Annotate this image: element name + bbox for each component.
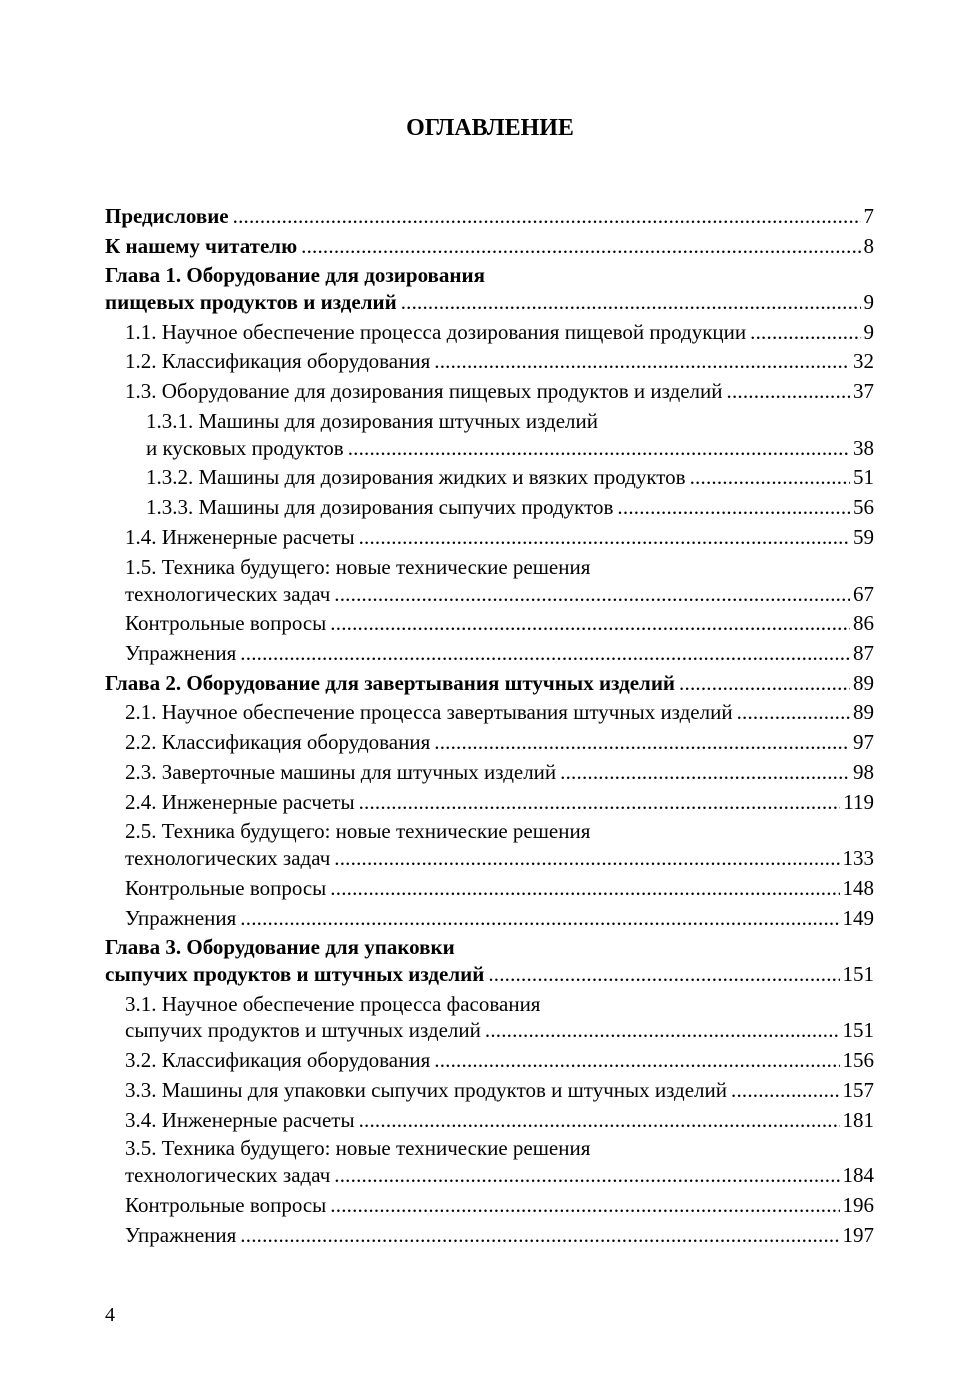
dot-leader [731, 1076, 840, 1104]
toc-entry-title: пищевых продуктов и изделий [105, 290, 397, 314]
toc-entry-title: и кусковых продуктов [146, 436, 344, 460]
dot-leader [330, 609, 850, 637]
toc-chapter-1[interactable] [105, 288, 874, 316]
toc-section-2-3[interactable] [125, 758, 874, 786]
toc-page-number: 149 [842, 906, 874, 930]
toc-entry-title: 2.5. Техника будущего: новые технические решения [125, 819, 591, 843]
dot-leader [334, 1161, 839, 1189]
toc-page-number: 119 [843, 790, 874, 814]
toc-section-1-3-1[interactable] [146, 434, 874, 462]
dot-leader [727, 377, 851, 405]
toc-section-2-5-title-line[interactable] [125, 817, 874, 845]
toc-section-1-3-1-title-line[interactable] [146, 407, 874, 435]
toc-chapter-3-questions[interactable] [125, 1191, 874, 1219]
toc-page-number: 151 [842, 962, 874, 986]
toc-section-3-1-title-line[interactable] [125, 990, 874, 1018]
toc-page-number: 151 [842, 1018, 874, 1042]
toc-chapter-1-questions[interactable] [125, 609, 874, 637]
toc-entry-title: 3.5. Техника будущего: новые технические решения [125, 1136, 591, 1160]
toc-entry-title: 2.1. Научное обеспечение процесса завертывания штучных изделий [125, 700, 733, 724]
toc-entry-title: 1.3.3. Машины для дозирования сыпучих продуктов [146, 495, 614, 519]
toc-entry-title: Упражнения [125, 641, 237, 665]
toc-section-1-3[interactable] [125, 377, 874, 405]
dot-leader [334, 844, 839, 872]
toc-page-number: 56 [853, 495, 874, 519]
toc-entry-title: Контрольные вопросы [125, 1193, 327, 1217]
dot-leader [330, 874, 839, 902]
dot-leader [359, 1106, 840, 1134]
toc-entry-title: Контрольные вопросы [125, 876, 327, 900]
dot-leader [401, 288, 861, 316]
toc-entry-title: сыпучих продуктов и штучных изделий [105, 962, 485, 986]
toc-section-2-4[interactable] [125, 788, 874, 816]
toc-section-1-3-3[interactable] [146, 493, 874, 521]
toc-page-number: 89 [853, 700, 874, 724]
toc-section-3-5-title-line[interactable] [125, 1134, 874, 1162]
toc-entry-title: Контрольные вопросы [125, 611, 327, 635]
toc-page-number: 32 [853, 349, 874, 373]
toc-entry-to-reader[interactable] [105, 232, 874, 260]
toc-entry-title: 1.2. Классификация оборудования [125, 349, 431, 373]
toc-page-number: 97 [853, 730, 874, 754]
toc-page-number: 197 [842, 1223, 874, 1247]
toc-entry-title: 2.3. Заверточные машины для штучных изделий [125, 760, 557, 784]
toc-chapter-3[interactable] [105, 960, 874, 988]
dot-leader [359, 788, 841, 816]
dot-leader [617, 493, 850, 521]
toc-entry-title: технологических задач [125, 582, 331, 606]
toc-page-number: 196 [842, 1193, 874, 1217]
dot-leader [679, 669, 850, 697]
toc-section-1-4[interactable] [125, 523, 874, 551]
toc-entry-title: Предисловие [105, 204, 229, 228]
dot-leader [434, 347, 850, 375]
toc-page-number: 87 [853, 641, 874, 665]
toc-section-3-3[interactable] [125, 1076, 874, 1104]
toc-page-number: 89 [853, 671, 874, 695]
toc-section-2-2[interactable] [125, 728, 874, 756]
toc-entry-title: 2.2. Классификация оборудования [125, 730, 431, 754]
toc-chapter-2[interactable] [105, 669, 874, 697]
toc-entry-title: Глава 1. Оборудование для дозирования [105, 263, 485, 287]
toc-section-1-2[interactable] [125, 347, 874, 375]
toc-entry-title: 2.4. Инженерные расчеты [125, 790, 355, 814]
toc-section-3-5[interactable] [125, 1161, 874, 1189]
dot-leader [233, 202, 861, 230]
toc-chapter-1-exercises[interactable] [125, 639, 874, 667]
dot-leader [737, 698, 850, 726]
toc-page-number: 8 [863, 234, 874, 258]
toc-page-number: 133 [842, 846, 874, 870]
toc-section-1-3-2[interactable] [146, 463, 874, 491]
page-number: 4 [105, 1304, 115, 1326]
toc-entry-title: 1.3.1. Машины для дозирования штучных изделий [146, 409, 598, 433]
dot-leader [750, 318, 860, 346]
toc-chapter-3-title-line[interactable] [105, 933, 874, 961]
toc-section-1-5[interactable] [125, 580, 874, 608]
dot-leader [330, 1191, 839, 1219]
toc-section-2-5[interactable] [125, 844, 874, 872]
toc-page-number: 157 [842, 1078, 874, 1102]
dot-leader [240, 639, 850, 667]
toc-page-number: 181 [842, 1108, 874, 1132]
toc-chapter-3-exercises[interactable] [125, 1221, 874, 1249]
dot-leader [485, 1016, 840, 1044]
toc-page-number: 7 [863, 204, 874, 228]
toc-section-3-2[interactable] [125, 1046, 874, 1074]
dot-leader [434, 1046, 839, 1074]
toc-page-number: 37 [853, 379, 874, 403]
toc-section-2-1[interactable] [125, 698, 874, 726]
dot-leader [690, 463, 850, 491]
toc-chapter-2-questions[interactable] [125, 874, 874, 902]
toc-entry-title: Упражнения [125, 906, 237, 930]
toc-entry-title: 3.2. Классификация оборудования [125, 1048, 431, 1072]
dot-leader [348, 434, 850, 462]
toc-section-3-1[interactable] [125, 1016, 874, 1044]
toc-page-number: 9 [863, 290, 874, 314]
toc-entry-title: Глава 2. Оборудование для завертывания штучных изделий [105, 671, 676, 695]
toc-entry-title: 1.3. Оборудование для дозирования пищевых продуктов и изделий [125, 379, 723, 403]
toc-section-1-5-title-line[interactable] [125, 553, 874, 581]
toc-entry-title: 1.5. Техника будущего: новые технические решения [125, 555, 591, 579]
toc-page-number: 9 [863, 320, 874, 344]
dot-leader [240, 904, 839, 932]
page-title: ОГЛАВЛЕНИЕ [406, 115, 574, 141]
toc-page-number: 67 [853, 582, 874, 606]
dot-leader [434, 728, 850, 756]
toc-entry-title: К нашему читателю [105, 234, 298, 258]
toc-page-number: 184 [842, 1163, 874, 1187]
dot-leader [240, 1221, 839, 1249]
toc-entry-title: 1.1. Научное обеспечение процесса дозирования пищевой продукции [125, 320, 747, 344]
toc-page-number: 86 [853, 611, 874, 635]
toc-entry-title: технологических задач [125, 846, 331, 870]
dot-leader [560, 758, 850, 786]
toc-chapter-2-exercises[interactable] [125, 904, 874, 932]
toc-page-number: 148 [842, 876, 874, 900]
toc-section-1-1[interactable] [125, 318, 874, 346]
toc-page-number: 98 [853, 760, 874, 784]
dot-leader [301, 232, 860, 260]
toc-page-number: 156 [842, 1048, 874, 1072]
toc-page-number: 38 [853, 436, 874, 460]
toc-entry-title: 3.1. Научное обеспечение процесса фасования [125, 992, 541, 1016]
dot-leader [334, 580, 850, 608]
toc-entry-title: сыпучих продуктов и штучных изделий [125, 1018, 481, 1042]
toc-entry-title: 1.4. Инженерные расчеты [125, 525, 355, 549]
toc-entry-title: Глава 3. Оборудование для упаковки [105, 935, 455, 959]
dot-leader [359, 523, 850, 551]
toc-entry-title: технологических задач [125, 1163, 331, 1187]
toc-entry-title: 3.3. Машины для упаковки сыпучих продуктов и штучных изделий [125, 1078, 727, 1102]
toc-page-number: 59 [853, 525, 874, 549]
toc-entry-title: 1.3.2. Машины для дозирования жидких и вязких продуктов [146, 465, 686, 489]
toc-page-number: 51 [853, 465, 874, 489]
toc-section-3-4[interactable] [125, 1106, 874, 1134]
toc-entry-title: 3.4. Инженерные расчеты [125, 1108, 355, 1132]
dot-leader [488, 960, 839, 988]
toc-chapter-1-title-line[interactable] [105, 261, 874, 289]
toc-entry-preface[interactable] [105, 202, 874, 230]
toc-entry-title: Упражнения [125, 1223, 237, 1247]
